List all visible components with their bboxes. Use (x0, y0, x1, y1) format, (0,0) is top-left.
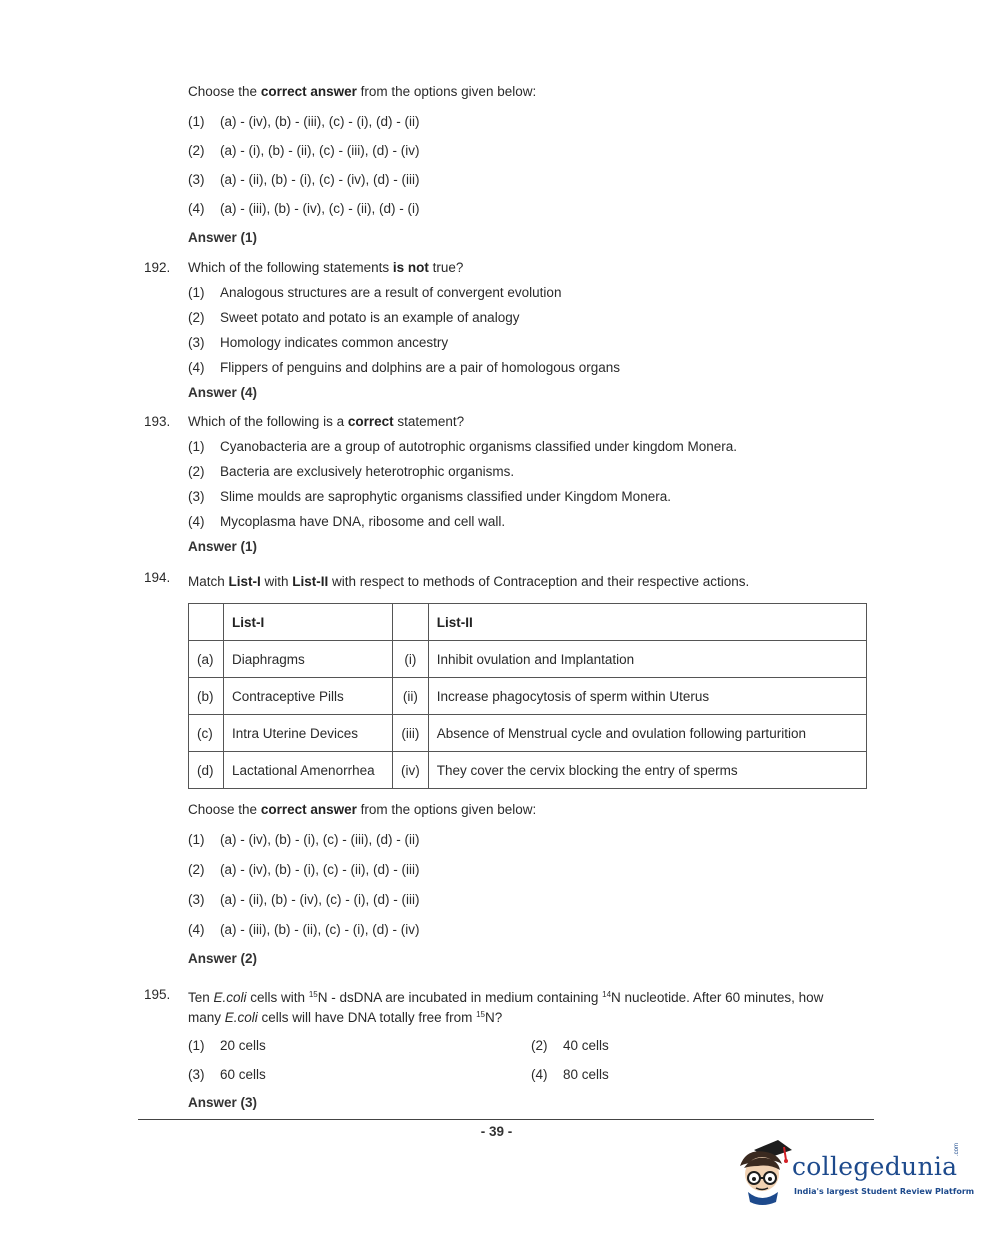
q193-option-4: (4) Mycoplasma have DNA, ribosome and cell wall. (188, 514, 506, 529)
q193-number: 193. (144, 414, 171, 429)
q192-option-3: (3) Homology indicates common ancestry (188, 335, 449, 350)
q193-answer: Answer (1) (188, 539, 258, 554)
q194-option-1: (1) (a) - (iv), (b) - (i), (c) - (iii), (d) - (ii) (188, 832, 420, 847)
q194-option-3: (3) (a) - (ii), (b) - (iv), (c) - (i), (d) - (iii) (188, 892, 420, 907)
page-number: - 39 - (480, 1124, 513, 1139)
list-ii-item: Inhibit ovulation and Implantation (428, 641, 866, 678)
q191-option-3: (3) (a) - (ii), (b) - (i), (c) - (iv), (d) - (iii) (188, 172, 420, 187)
q191-option-4: (4) (a) - (iii), (b) - (iv), (c) - (ii), (d) - (i) (188, 201, 420, 216)
list-i-item: Contraceptive Pills (224, 678, 393, 715)
table-row (189, 641, 867, 678)
q192-option-1: (1) Analogous structures are a result of convergent evolution (188, 285, 562, 300)
match-table (188, 603, 867, 789)
table-cell (393, 604, 429, 641)
list-i-item: Diaphragms (224, 641, 393, 678)
table-cell (189, 604, 224, 641)
q192-option-2: (2) Sweet potato and potato is an example of analogy (188, 310, 520, 325)
logo-com: .com (954, 1142, 960, 1156)
table-row (189, 752, 867, 789)
q192-number: 192. (144, 260, 171, 275)
q195-option-4: (4) 80 cells (531, 1067, 609, 1082)
q192-stem: Which of the following statements is not true? (188, 260, 464, 275)
q193-option-1: (1) Cyanobacteria are a group of autotrophic organisms classified under kingdom Monera. (188, 439, 738, 454)
row-label: (d) (189, 752, 224, 789)
footer-divider (138, 1119, 874, 1120)
q194-option-4: (4) (a) - (iii), (b) - (ii), (c) - (i), (d) - (iv) (188, 922, 420, 937)
logo-tagline: India's largest Student Review Platform (794, 1187, 975, 1196)
list-i-header: List-I (224, 604, 393, 641)
row-roman: (i) (393, 641, 429, 678)
q194-stem: Match List-I with List-II with respect to methods of Contraception and their respective actions. (188, 574, 750, 589)
logo-wordmark: collegedunia (792, 1152, 958, 1181)
q192-answer: Answer (4) (188, 385, 258, 400)
q191-answer: Answer (1) (188, 230, 258, 245)
student-mascot-icon (732, 1138, 794, 1210)
q194-answer: Answer (2) (188, 951, 258, 966)
q195-option-3: (3) 60 cells (188, 1067, 266, 1082)
list-ii-item: Absence of Menstrual cycle and ovulation following parturition (428, 715, 866, 752)
q191-option-1: (1) (a) - (iv), (b) - (iii), (c) - (i), (d) - (ii) (188, 114, 420, 129)
list-ii-item: Increase phagocytosis of sperm within Uterus (428, 678, 866, 715)
q191-instruction: Choose the correct answer from the options given below: (188, 84, 537, 99)
q195-number: 195. (144, 987, 171, 1002)
list-ii-item: They cover the cervix blocking the entry of sperms (428, 752, 866, 789)
row-label: (b) (189, 678, 224, 715)
row-label: (a) (189, 641, 224, 678)
row-roman: (iv) (393, 752, 429, 789)
q194-number: 194. (144, 570, 171, 585)
q195-option-1: (1) 20 cells (188, 1038, 266, 1053)
row-roman: (iii) (393, 715, 429, 752)
list-ii-header: List-II (428, 604, 866, 641)
q193-stem: Which of the following is a correct statement? (188, 414, 465, 429)
q195-option-2: (2) 40 cells (531, 1038, 609, 1053)
q195-stem-line1: Ten E.coli cells with $^{15}$N - dsDNA are incubated in medium containing $^{14}$N nucleotide. After 60 minutes, how (188, 990, 824, 1005)
row-label: (c) (189, 715, 224, 752)
table-row (189, 678, 867, 715)
list-i-item: Intra Uterine Devices (224, 715, 393, 752)
q194-option-2: (2) (a) - (iv), (b) - (i), (c) - (ii), (d) - (iii) (188, 862, 420, 877)
table-header-row (189, 604, 867, 641)
q194-instruction: Choose the correct answer from the options given below: (188, 802, 537, 817)
q195-answer: Answer (3) (188, 1095, 258, 1110)
q193-option-3: (3) Slime moulds are saprophytic organisms classified under Kingdom Monera. (188, 489, 671, 504)
q191-option-2: (2) (a) - (i), (b) - (ii), (c) - (iii), (d) - (iv) (188, 143, 420, 158)
collegedunia-logo (732, 1138, 975, 1210)
q195-stem-line2: many E.coli cells will have DNA totally free from $^{15}$N? (188, 1010, 503, 1025)
row-roman: (ii) (393, 678, 429, 715)
list-i-item: Lactational Amenorrhea (224, 752, 393, 789)
table-row (189, 715, 867, 752)
q192-option-4: (4) Flippers of penguins and dolphins are a pair of homologous organs (188, 360, 621, 375)
q193-option-2: (2) Bacteria are exclusively heterotrophic organisms. (188, 464, 515, 479)
